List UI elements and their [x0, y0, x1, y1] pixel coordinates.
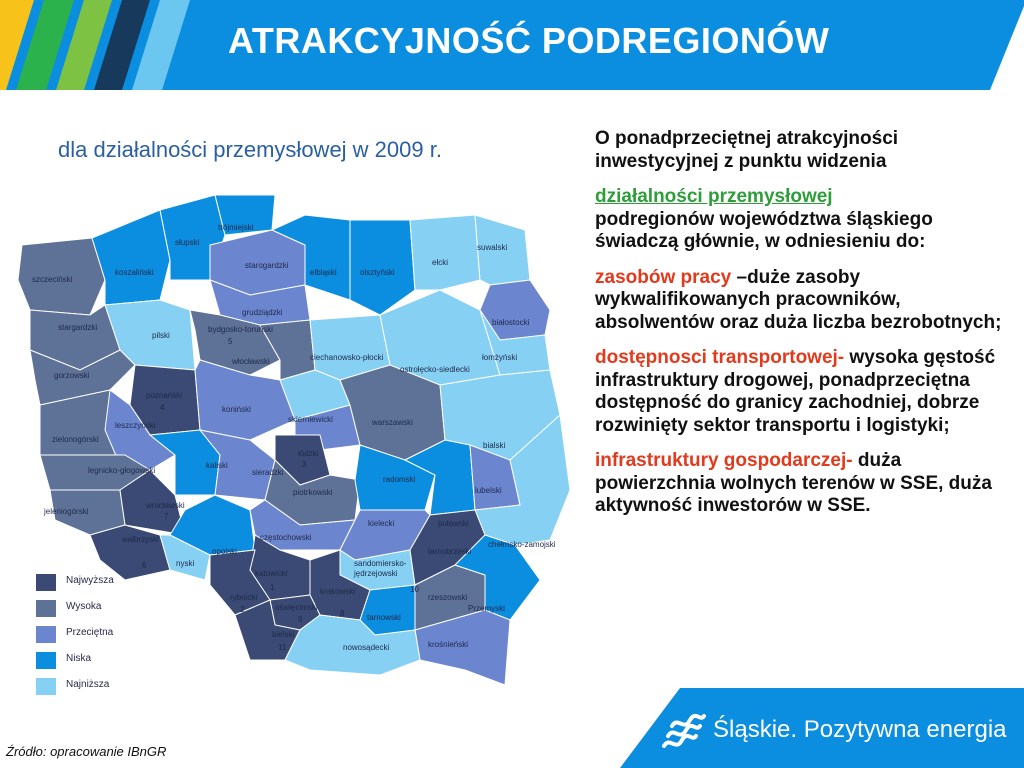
infrastructure-rest: duża powierzchnia wolnych terenów w SSE, duża aktywność inwestorów w SSE.: [595, 450, 992, 516]
label-bydgosko-num: 5: [228, 337, 233, 346]
label-kaliski: kaliski: [206, 461, 228, 470]
footer-slogan-text: Pozytywna energia: [797, 716, 1007, 743]
label-poznanski-num: 4: [160, 403, 165, 412]
label-ciechanowsko: ciechanowsko-płocki: [310, 353, 384, 362]
label-krakowski-num: 8: [340, 609, 345, 618]
poland-subregions-map: [10, 190, 585, 700]
label-bydgosko: bydgosko-toruński: [208, 325, 273, 334]
label-pilski: pilski: [152, 331, 170, 340]
label-suwalski: suwalski: [477, 243, 508, 252]
label-krosnienski: krośnieński: [428, 640, 469, 649]
label-rybnicki: rybnicki: [230, 593, 258, 602]
label-przemyski: Przemyski: [468, 604, 505, 613]
label-kielecki: kielecki: [368, 519, 395, 528]
label-lubelski: lubelski: [475, 486, 502, 495]
label-koszalinski: koszaliński: [115, 268, 154, 277]
legend-swatch: [36, 652, 56, 669]
label-jeleniogorski: jeleniogórski: [44, 507, 89, 516]
label-elblaski: elbląski: [310, 268, 337, 277]
label-legnicko: legnicko-głogowski: [88, 466, 156, 475]
transport-paragraph: [595, 347, 1020, 437]
label-bialski: bialski: [483, 441, 506, 450]
label-oswiecimski: oświęcimski: [275, 603, 318, 612]
label-sieradzki: sieradzki: [252, 468, 284, 477]
label-walbrzyski: wałbrzyski: [122, 535, 159, 544]
page-title: ATRAKCYJNOŚĆ PODREGIONÓW: [228, 20, 830, 61]
label-lodzki-num: 3: [302, 460, 307, 469]
label-ostrolecko: ostrołęcko-siedlecki: [400, 365, 470, 374]
label-rybnicki-num: 2: [240, 605, 245, 614]
legend-swatch: [36, 678, 56, 695]
label-rzeszowski-num: 10: [410, 585, 419, 594]
label-stargardzki: stargardzki: [58, 323, 98, 332]
label-leszczynski: leszczyński: [115, 421, 156, 430]
label-wloclawski: włocławski: [232, 357, 270, 366]
labor-paragraph: [595, 267, 1020, 335]
infrastructure-highlight: infrastruktury gospodarczej-: [595, 450, 853, 471]
label-nowosadecki: nowosądecki: [343, 643, 390, 652]
label-lomzynski: łomżyński: [482, 353, 518, 362]
map-subtitle: dla działalności przemysłowej w 2009 r.: [58, 137, 442, 162]
intro-paragraph: O ponadprzeciętnej atrakcyjności inwestycyjnej z punktu widzenia: [595, 128, 899, 172]
label-poznanski: poznański: [146, 391, 183, 400]
legend-label: Najniższa: [66, 679, 110, 690]
label-radomski: radomski: [383, 475, 416, 484]
transport-rest: wysoka gęstość infrastruktury drogowej, ponadprzeciętna dostępność do granicy zachodniej, dobrze rozwinięty sektor transportu i logistyki;: [595, 347, 996, 436]
label-gorzowski: gorzowski: [54, 371, 90, 380]
label-lodzki: łódzki: [298, 449, 319, 458]
label-sandomiersko: sandomiersko-: [354, 559, 407, 568]
label-szczecinski: szczeciński: [32, 275, 73, 284]
label-jedrzejowski: jędrzejowski: [354, 569, 398, 578]
label-elcki: ełcki: [432, 258, 449, 267]
source-note: Źródło: opracowanie IBnGR: [6, 744, 167, 759]
label-nyski: nyski: [176, 559, 195, 568]
label-skierniewicki: skierniewicki: [288, 415, 333, 424]
labor-highlight: zasobów pracy: [595, 266, 732, 288]
legend-swatch: [36, 574, 56, 591]
label-slupski: słupski: [175, 238, 200, 247]
label-wroclawski-num: 7: [164, 512, 169, 521]
footer-slogan: [713, 716, 1007, 744]
region-walbrzyski: [90, 525, 170, 580]
description-text: [595, 128, 1020, 531]
label-tarnowski: tarnowski: [367, 613, 401, 622]
label-oswiecimski-num: 9: [298, 615, 303, 624]
label-pulawski: puławski: [438, 519, 469, 528]
industrial-rest: podregionów województwa śląskiego świadczą głównie, w odniesieniu do:: [595, 208, 933, 252]
transport-highlight: dostępnosci transportowej-: [595, 347, 845, 368]
label-starogardzki: starogardzki: [245, 261, 289, 270]
label-czestochowski: częstochowski: [260, 533, 312, 542]
label-opolski: opolski: [212, 547, 237, 556]
industrial-highlight: działalności przemysłowej: [595, 186, 833, 207]
label-katowicki-num: 1: [270, 583, 275, 592]
legend-label: Przeciętna: [66, 627, 114, 638]
label-trojmiejski: trójmiejski: [218, 223, 254, 232]
region-elcki: [410, 215, 480, 290]
legend-label: Niska: [66, 653, 92, 664]
legend-label: Najwyższa: [66, 575, 114, 586]
label-rzeszowski: rzeszowski: [428, 593, 468, 602]
label-piotrkowski: piotrkowski: [293, 488, 333, 497]
label-bialostocki: białostocki: [492, 318, 530, 327]
legend-swatch: [36, 626, 56, 643]
label-warszawski: warszawski: [372, 418, 413, 427]
infrastructure-paragraph: [595, 450, 1020, 518]
footer-brand: Śląskie.: [713, 716, 798, 743]
label-koninski: koniński: [222, 405, 251, 414]
label-zielonogorski: zielonogórski: [52, 435, 99, 444]
label-katowicki: katowicki: [255, 569, 288, 578]
label-chelmsko: chełmsko-zamojski: [488, 540, 556, 549]
label-tarnobrzeski: tarnobrzeski: [428, 547, 472, 556]
label-grudziadzki: grudziądzki: [242, 308, 283, 317]
legend-swatch: [36, 600, 56, 617]
label-bielski-num: 11: [278, 643, 287, 652]
label-krakowski: krakowski: [320, 587, 356, 596]
label-olsztynski: olsztyński: [360, 268, 395, 277]
label-bielski: bielski: [272, 630, 295, 639]
labor-rest: –duże zasoby wykwalifikowanych pracowników, absolwentów oraz duża liczba bezrobotnych;: [595, 266, 1002, 333]
label-walbrzyski-num: 6: [142, 561, 147, 570]
industrial-paragraph: [595, 186, 1020, 254]
label-wroclawski: wrocławski: [146, 501, 185, 510]
legend-label: Wysoka: [66, 601, 102, 612]
region-koszalinski: [92, 210, 170, 305]
